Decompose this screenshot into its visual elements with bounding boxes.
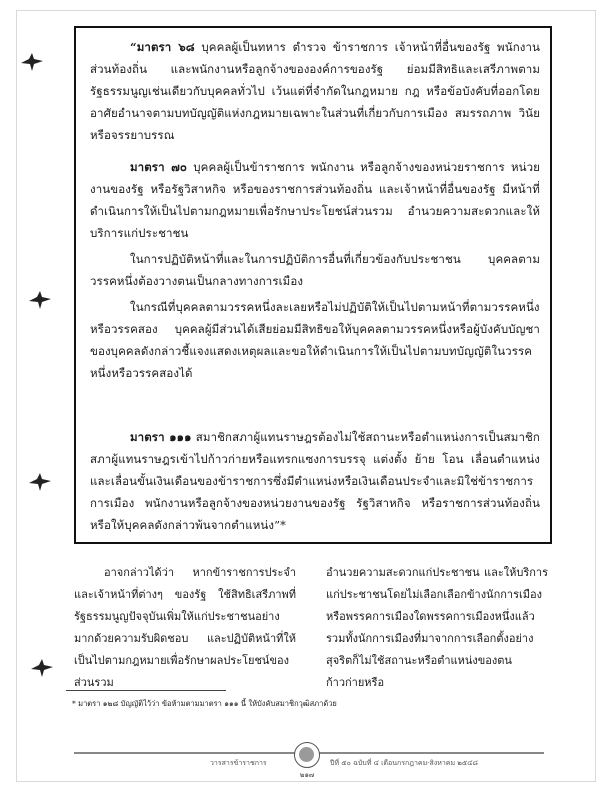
section-70-number: มาตรา ๗๐ [130,160,188,174]
section-70-paragraph-2: ในการปฏิบัติหน้าที่และในการปฏิบัติการอื่นที่เกี่ยวข้องกับประชาชน บุคคลตามวรรคหนึ่งต้องวางตนเป็นกลางทางการเมือง [90,252,540,288]
bird-ornament-icon [30,658,54,678]
body-text-left-column: อาจกล่าวได้ว่า หากข้าราชการประจำและเจ้าหน้าที่ต่างๆ ของรัฐ ใช้สิทธิเสรีภาพที่รัฐธรรมนูญปัจจุบันเพิ่มให้แก่ประชาชนอย่างมากด้วยความรับผิดชอบ และปฏิบัติหน้าที่ให้เป็นไปตามกฎหมายเพื่อรักษาผลประโยชน์ของส่วนรวม [74,566,296,689]
footnote: * มาตรา ๑๒๘ บัญญัติไว้ว่า ข้อห้ามตามมาตรา ๑๑๑ นี้ ให้บังคับสมาชิกวุฒิสภาด้วย [72,699,337,708]
section-70-paragraph-3: ในกรณีที่บุคคลตามวรรคหนึ่งละเลยหรือไม่ปฏิบัติให้เป็นไปตามหน้าที่ตามวรรคหนึ่งหรือวรรคสอง บุคคลผู้มีส่วนได้เสียย่อมมีสิทธิขอให้บุคคลตามวรรคหนึ่งหรือผู้บังคับบัญชาของบุคคลดังกล่าวชี้แจงแสดงเหตุผลและขอให้ดำเนินการให้เป็นไปตามบทบัญญัติในวรรคหนึ่งหรือวรรคสองได้ [90,300,540,380]
section-68-paragraph [90,36,540,146]
body-text-right-column: อำนวยความสะดวกแก่ประชาชน และให้บริการแก่ประชาชนโดยไม่เลือกเลือกข้างนักการเมืองหรือพรรคการเมืองใดพรรคการเมืองหนึ่งแล้ว รวมทั้งนักการเมืองที่มาจากการเลือกตั้งอย่างสุจริตก็ไม่ใช้สถานะหรือตำแหน่งของตนก้าวก่ายหรือ [326,566,548,689]
page-number: ๒๑๗ [299,771,315,779]
bird-ornament-icon [28,290,52,310]
section-70-text: บุคคลผู้เป็นข้าราชการ พนักงาน หรือลูกจ้างของหน่วยราชการ หน่วยงานของรัฐ หรือรัฐวิสาหกิจ หรือของราชการส่วนท้องถิ่น และเจ้าหน้าที่อื่นของรัฐ มีหน้าที่ดำเนินการให้เป็นไปตามกฎหมายเพื่อรักษาประโยชน์ส่วนรวม อำนวยความสะดวกและให้บริการแก่ประชาชน [90,160,540,240]
section-70-paragraph [90,156,540,244]
section-68-number: “มาตรา ๖๘ [130,40,195,54]
footnote-rule [66,690,226,691]
journal-name: วารสารข้าราชการ [210,759,267,767]
section-111-number: มาตรา ๑๑๑ [130,430,192,444]
issue-info: ปีที่ ๕๐ ฉบับที่ ๔ เดือนกรกฎาคม-สิงหาคม ๒๕๔๘ [330,759,478,767]
section-111-text: สมาชิกสภาผู้แทนราษฎรต้องไม่ใช้สถานะหรือตำแหน่งการเป็นสมาชิกสภาผู้แทนราษฎรเข้าไปก้าวก่ายหรือแทรกแซงการบรรจุ แต่งตั้ง ย้าย โอน เลื่อนตำแหน่ง และเลื่อนขั้นเงินเดือนของข้าราชการซึ่งมีตำแหน่งหรือเงินเดือนประจำและมิใช่ข้าราชการการเมือง พนักงานหรือลูกจ้างของหน่วยงานของรัฐ รัฐวิสาหกิจ หรือราชการส่วนท้องถิ่น หรือให้บุคคลดังกล่าวพ้นจากตำแหน่ง”* [90,430,540,532]
bird-ornament-icon [20,52,44,72]
section-68-text: บุคคลผู้เป็นทหาร ตำรวจ ข้าราชการ เจ้าหน้าที่อื่นของรัฐ พนักงานส่วนท้องถิ่น และพนักงานหรือลูกจ้างขององค์การของรัฐ ย่อมมีสิทธิและเสรีภาพตามรัฐธรรมนูญเช่นเดียวกับบุคคลทั่วไป เว้นแต่ที่จำกัดในกฎหมาย กฎ หรือข้อบังคับที่ออกโดยอาศัยอำนาจตามบทบัญญัติแห่งกฎหมายเฉพาะในส่วนที่เกี่ยวกับการเมือง สมรรถภาพ วินัย หรือจรรยาบรรณ [90,40,540,142]
section-111-paragraph [90,426,540,536]
page-number-badge-icon [294,742,320,768]
bird-ornament-icon [28,472,52,492]
